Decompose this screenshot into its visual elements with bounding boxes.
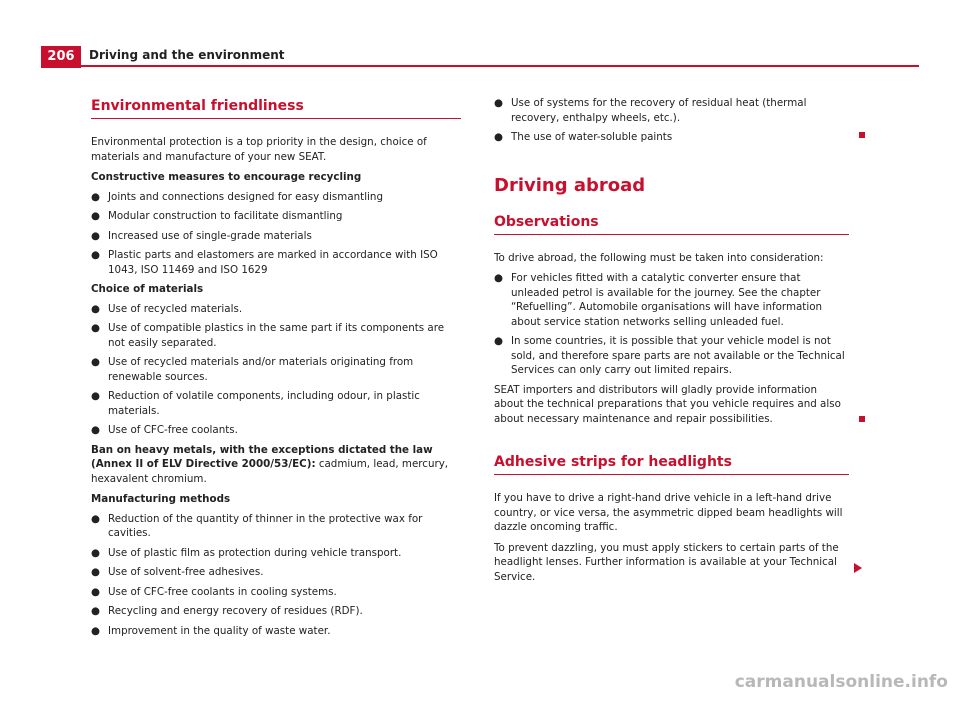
left-column [91, 96, 461, 643]
intro-paragraph: Environmental protection is a top priority in the design, choice of materials and manufacture of your new SEAT. [91, 136, 427, 163]
list-item: ● Recycling and energy recovery of residues (RDF). [91, 605, 363, 617]
bullet-icon: ● [91, 512, 100, 525]
construction-label: Constructive measures to encourage recycling [91, 171, 362, 183]
list-item: ● Plastic parts and elastomers are marked in accordance with ISO 1043, ISO 11469 and ISO 1629 [91, 249, 438, 276]
section-end-icon [859, 416, 865, 422]
adhesive-paragraph-2: To prevent dazzling, you must apply stickers to certain parts of the headlight lenses. Further information is available at your Technical Service. [494, 541, 839, 583]
bullet-icon: ● [494, 272, 503, 284]
list-item: ● Reduction of volatile components, including odour, in plastic materials. [91, 390, 420, 417]
footer-watermark: carmanualsonline.info [734, 672, 948, 692]
bullet-icon: ● [494, 131, 503, 143]
list-item: ● Improvement in the quality of waste water. [91, 624, 331, 637]
list-item: ● Use of systems for the recovery of residual heat (thermal recovery, enthalpy wheels, etc.). [494, 97, 807, 124]
continue-arrow-icon [854, 563, 862, 573]
manufacturing-list [91, 512, 461, 639]
observations-list [494, 271, 849, 378]
header-rule [81, 65, 919, 67]
adhesive-paragraph-1: If you have to drive a right-hand drive vehicle in a left-hand drive country, or vice versa, the asymmetric dipped beam headlights will dazzle oncoming traffic. [494, 492, 843, 533]
page-header [41, 46, 919, 68]
bullet-icon: ● [91, 624, 100, 637]
section-end-icon [859, 132, 865, 138]
bullet-icon: ● [91, 566, 100, 578]
bullet-icon: ● [91, 605, 100, 617]
heading-driving-abroad: Driving abroad [494, 174, 646, 196]
bullet-icon: ● [91, 546, 100, 559]
ban-bold: Ban on heavy metals, with the exceptions dictated the law (Annex II of ELV Directive 2000/53/EC): [91, 443, 433, 470]
manufacturing-label: Manufacturing methods [91, 493, 231, 505]
page-number: 206 [41, 46, 81, 68]
list-item: ● Use of recycled materials and/or materials originating from renewable sources. [91, 356, 414, 383]
list-item: ● Use of plastic film as protection during vehicle transport. [91, 546, 402, 559]
bullet-icon: ● [91, 229, 100, 242]
list-item: ● Joints and connections designed for easy dismantling [91, 190, 383, 203]
observations-outro: SEAT importers and distributors will gladly provide information about the technical preparations that you vehicle requires and also about necessary maintenance and repair possibilities. [494, 383, 841, 425]
construction-list [91, 190, 461, 278]
bullet-icon: ● [91, 322, 100, 334]
section-title-environmental-friendliness: Environmental friendliness [91, 96, 461, 119]
bullet-icon: ● [91, 424, 100, 436]
bullet-icon: ● [91, 390, 100, 402]
list-item: ● Use of solvent-free adhesives. [91, 566, 264, 578]
list-item: ● The use of water-soluble paints [494, 131, 673, 143]
list-item: ● Use of recycled materials. [91, 302, 243, 315]
bullet-icon: ● [91, 190, 100, 203]
list-item: ● For vehicles fitted with a catalytic converter ensure that unleaded petrol is available for the journey. See the chapter “Refuelling”. Automobile organisations will have information about service station networks selling unleaded fuel. [494, 272, 823, 328]
list-item: ● Use of CFC-free coolants. [91, 424, 238, 436]
ban-text: cadmium, lead, mercury, hexavalent chromium. [91, 458, 449, 485]
materials-list [91, 302, 461, 438]
bullet-icon: ● [91, 302, 100, 315]
list-item: ● Modular construction to facilitate dismantling [91, 210, 343, 222]
list-item: ● Use of compatible plastics in the same part if its components are not easily separated. [91, 322, 445, 349]
chapter-title: Driving and the environment [89, 48, 285, 62]
ban-paragraph [91, 443, 461, 487]
bullet-icon: ● [91, 210, 100, 222]
observations-intro: To drive abroad, the following must be taken into consideration: [494, 251, 824, 264]
list-item: ● In some countries, it is possible that your vehicle model is not sold, and therefore spare parts are not available or the Technical Services can only carry out limited repairs. [494, 335, 845, 376]
bullet-icon: ● [494, 335, 503, 347]
right-column [494, 96, 849, 590]
list-item: ● Use of CFC-free coolants in cooling systems. [91, 585, 337, 598]
materials-label: Choice of materials [91, 283, 204, 295]
section-title-observations: Observations [494, 212, 849, 235]
bullet-icon: ● [91, 585, 100, 598]
bullet-icon: ● [91, 356, 100, 368]
list-item: ● Reduction of the quantity of thinner in the protective wax for cavities. [91, 512, 423, 539]
bullet-icon: ● [91, 249, 100, 261]
section-title-adhesive-strips: Adhesive strips for headlights [494, 452, 849, 475]
bullet-icon: ● [494, 97, 503, 109]
list-item: ● Increased use of single-grade materials [91, 229, 312, 242]
continued-list [494, 96, 849, 145]
